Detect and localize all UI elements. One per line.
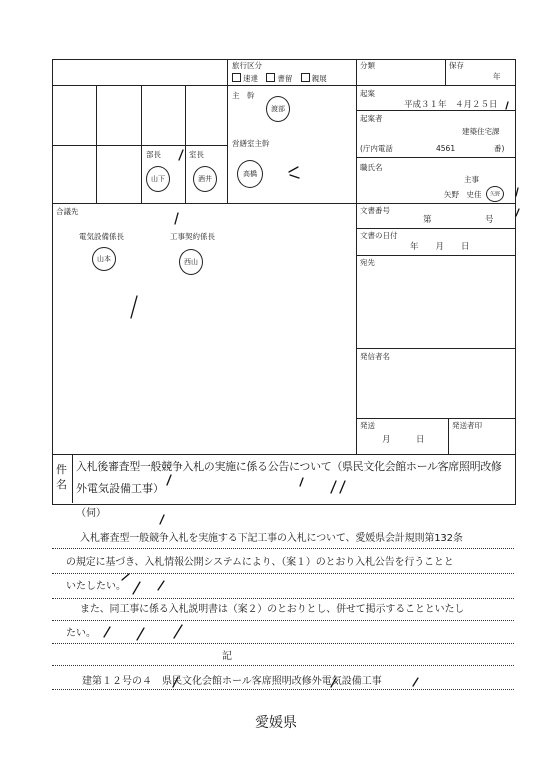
sender-label: 発信者名	[360, 352, 390, 361]
check-mark	[160, 515, 164, 524]
header-bottom-line	[52, 85, 515, 86]
chief-dept-seal: 高橋	[237, 160, 263, 188]
docno-go: 号	[485, 215, 494, 225]
approval-mid-line	[52, 145, 227, 146]
check-mark	[413, 678, 418, 686]
person-name: 矢野 史佳	[444, 190, 482, 199]
opt-express: 速達	[243, 74, 258, 83]
rule-4	[52, 620, 514, 621]
ki-label: 記	[222, 651, 232, 662]
rule-1	[52, 548, 514, 549]
send-label: 発送	[360, 421, 375, 430]
elec-seal: 山本	[92, 247, 116, 271]
drafter-dept: 建築住宅課	[462, 127, 500, 136]
rule-3	[52, 598, 514, 599]
docno-line	[356, 203, 515, 204]
rule-5	[52, 643, 514, 644]
send-date: 月 日	[382, 435, 425, 445]
phone-number: 4561	[436, 144, 456, 153]
header-right-divider	[445, 59, 446, 85]
dest-line	[356, 255, 515, 256]
p1-line-3: いたしたい。	[66, 581, 126, 592]
phone-label: (庁内電話	[360, 144, 393, 153]
check-mark	[516, 188, 518, 196]
post-title: 主事	[464, 175, 479, 184]
checkbox-registered[interactable]	[266, 73, 275, 82]
chief-label: 主 幹	[232, 91, 255, 100]
person-seal: 矢野	[486, 186, 504, 202]
sender-line	[356, 348, 515, 349]
subject-top-line	[52, 454, 515, 455]
director-seal: 山下	[146, 166, 170, 192]
subject-label-2: 名	[56, 478, 67, 491]
docdate-line	[356, 228, 515, 229]
rule-2	[52, 573, 514, 574]
chief-dept-label: 営繕室主幹	[232, 139, 270, 148]
retention-label: 保存	[449, 61, 464, 70]
p2-line-1: また、同工事に係る入札説明書は（案２）のとおりとし、併せて掲示することといたし	[80, 604, 465, 615]
approval-col-4	[227, 85, 228, 203]
travel-label: 旅行区分	[232, 61, 262, 70]
approval-col-3	[185, 85, 186, 203]
subject-label-divider	[72, 454, 73, 503]
checkbox-express[interactable]	[232, 73, 241, 82]
check-mark	[158, 581, 164, 590]
header-left-divider	[227, 59, 228, 85]
subject-line-1: 入札後審査型一般競争入札の実施に係る公告について（県民文化会館ホール客席照明改修	[76, 460, 502, 473]
header-mid-divider	[356, 59, 357, 85]
p2-line-2: たい。	[66, 628, 96, 639]
send-seal-label: 発送者印	[452, 421, 482, 430]
phone-suffix: 番)	[494, 144, 505, 153]
form-frame	[52, 59, 516, 505]
right-column-divider	[356, 85, 357, 454]
p1-line-2: の規定に基づき、入札情報公開システムにより、（案１）のとおり入札公告を行うことと	[66, 557, 454, 568]
check-mark	[104, 627, 110, 637]
director-label: 部長	[146, 150, 161, 159]
approval-col-1	[96, 85, 97, 203]
classification-label: 分類	[360, 61, 375, 70]
room-seal: 酒井	[193, 166, 217, 192]
item-line: 建第１２号の４ 県民文化会館ホール客席照明改修外電気設備工事	[82, 676, 382, 687]
travel-options	[232, 73, 327, 83]
prefecture-name: 愛媛県	[255, 715, 297, 731]
body-intro: （伺）	[76, 508, 106, 519]
rule-7	[52, 689, 514, 690]
drafter-label: 起案者	[360, 114, 383, 123]
docno-dai: 第	[423, 215, 432, 225]
draft-date: 平成３１年 ４月２５日	[404, 100, 498, 110]
contract-label: 工事契約係長	[170, 232, 215, 241]
chief-seal: 渡部	[266, 96, 290, 122]
subject-line-2: 外電気設備工事）	[76, 482, 164, 495]
contract-seal: 西山	[179, 249, 203, 275]
dest-label: 宛先	[360, 258, 375, 267]
elec-label: 電気設備係長	[79, 232, 124, 241]
docdate-label: 文書の日付	[360, 231, 398, 240]
retention-unit: 年	[493, 72, 501, 81]
check-mark	[133, 582, 140, 594]
check-mark	[174, 625, 182, 638]
check-mark	[516, 209, 519, 216]
p1-line-1: 入札審査型一般競争入札を実施する下記工事の入札について、愛媛県会計規則第132条	[80, 533, 463, 544]
check-mark	[137, 628, 144, 640]
draft-label: 起案	[360, 89, 375, 98]
approval-col-2	[141, 85, 142, 203]
docdate-value: 年 月 日	[410, 242, 470, 252]
opt-registered: 書留	[277, 74, 293, 83]
subject-label-1: 件	[56, 463, 67, 476]
consult-label: 合議先	[56, 207, 79, 216]
check-mark	[122, 574, 129, 580]
send-divider	[448, 418, 449, 454]
drafter-line	[356, 157, 515, 158]
draft-line	[356, 110, 515, 111]
post-name-label: 職氏名	[360, 163, 383, 172]
checkbox-confidential[interactable]	[301, 73, 310, 82]
send-line	[356, 418, 515, 419]
approval-bottom-line	[52, 203, 356, 204]
room-label: 室長	[189, 150, 204, 159]
rule-6	[52, 665, 514, 666]
opt-confidential: 親展	[311, 74, 327, 83]
docno-label: 文書番号	[360, 206, 390, 215]
